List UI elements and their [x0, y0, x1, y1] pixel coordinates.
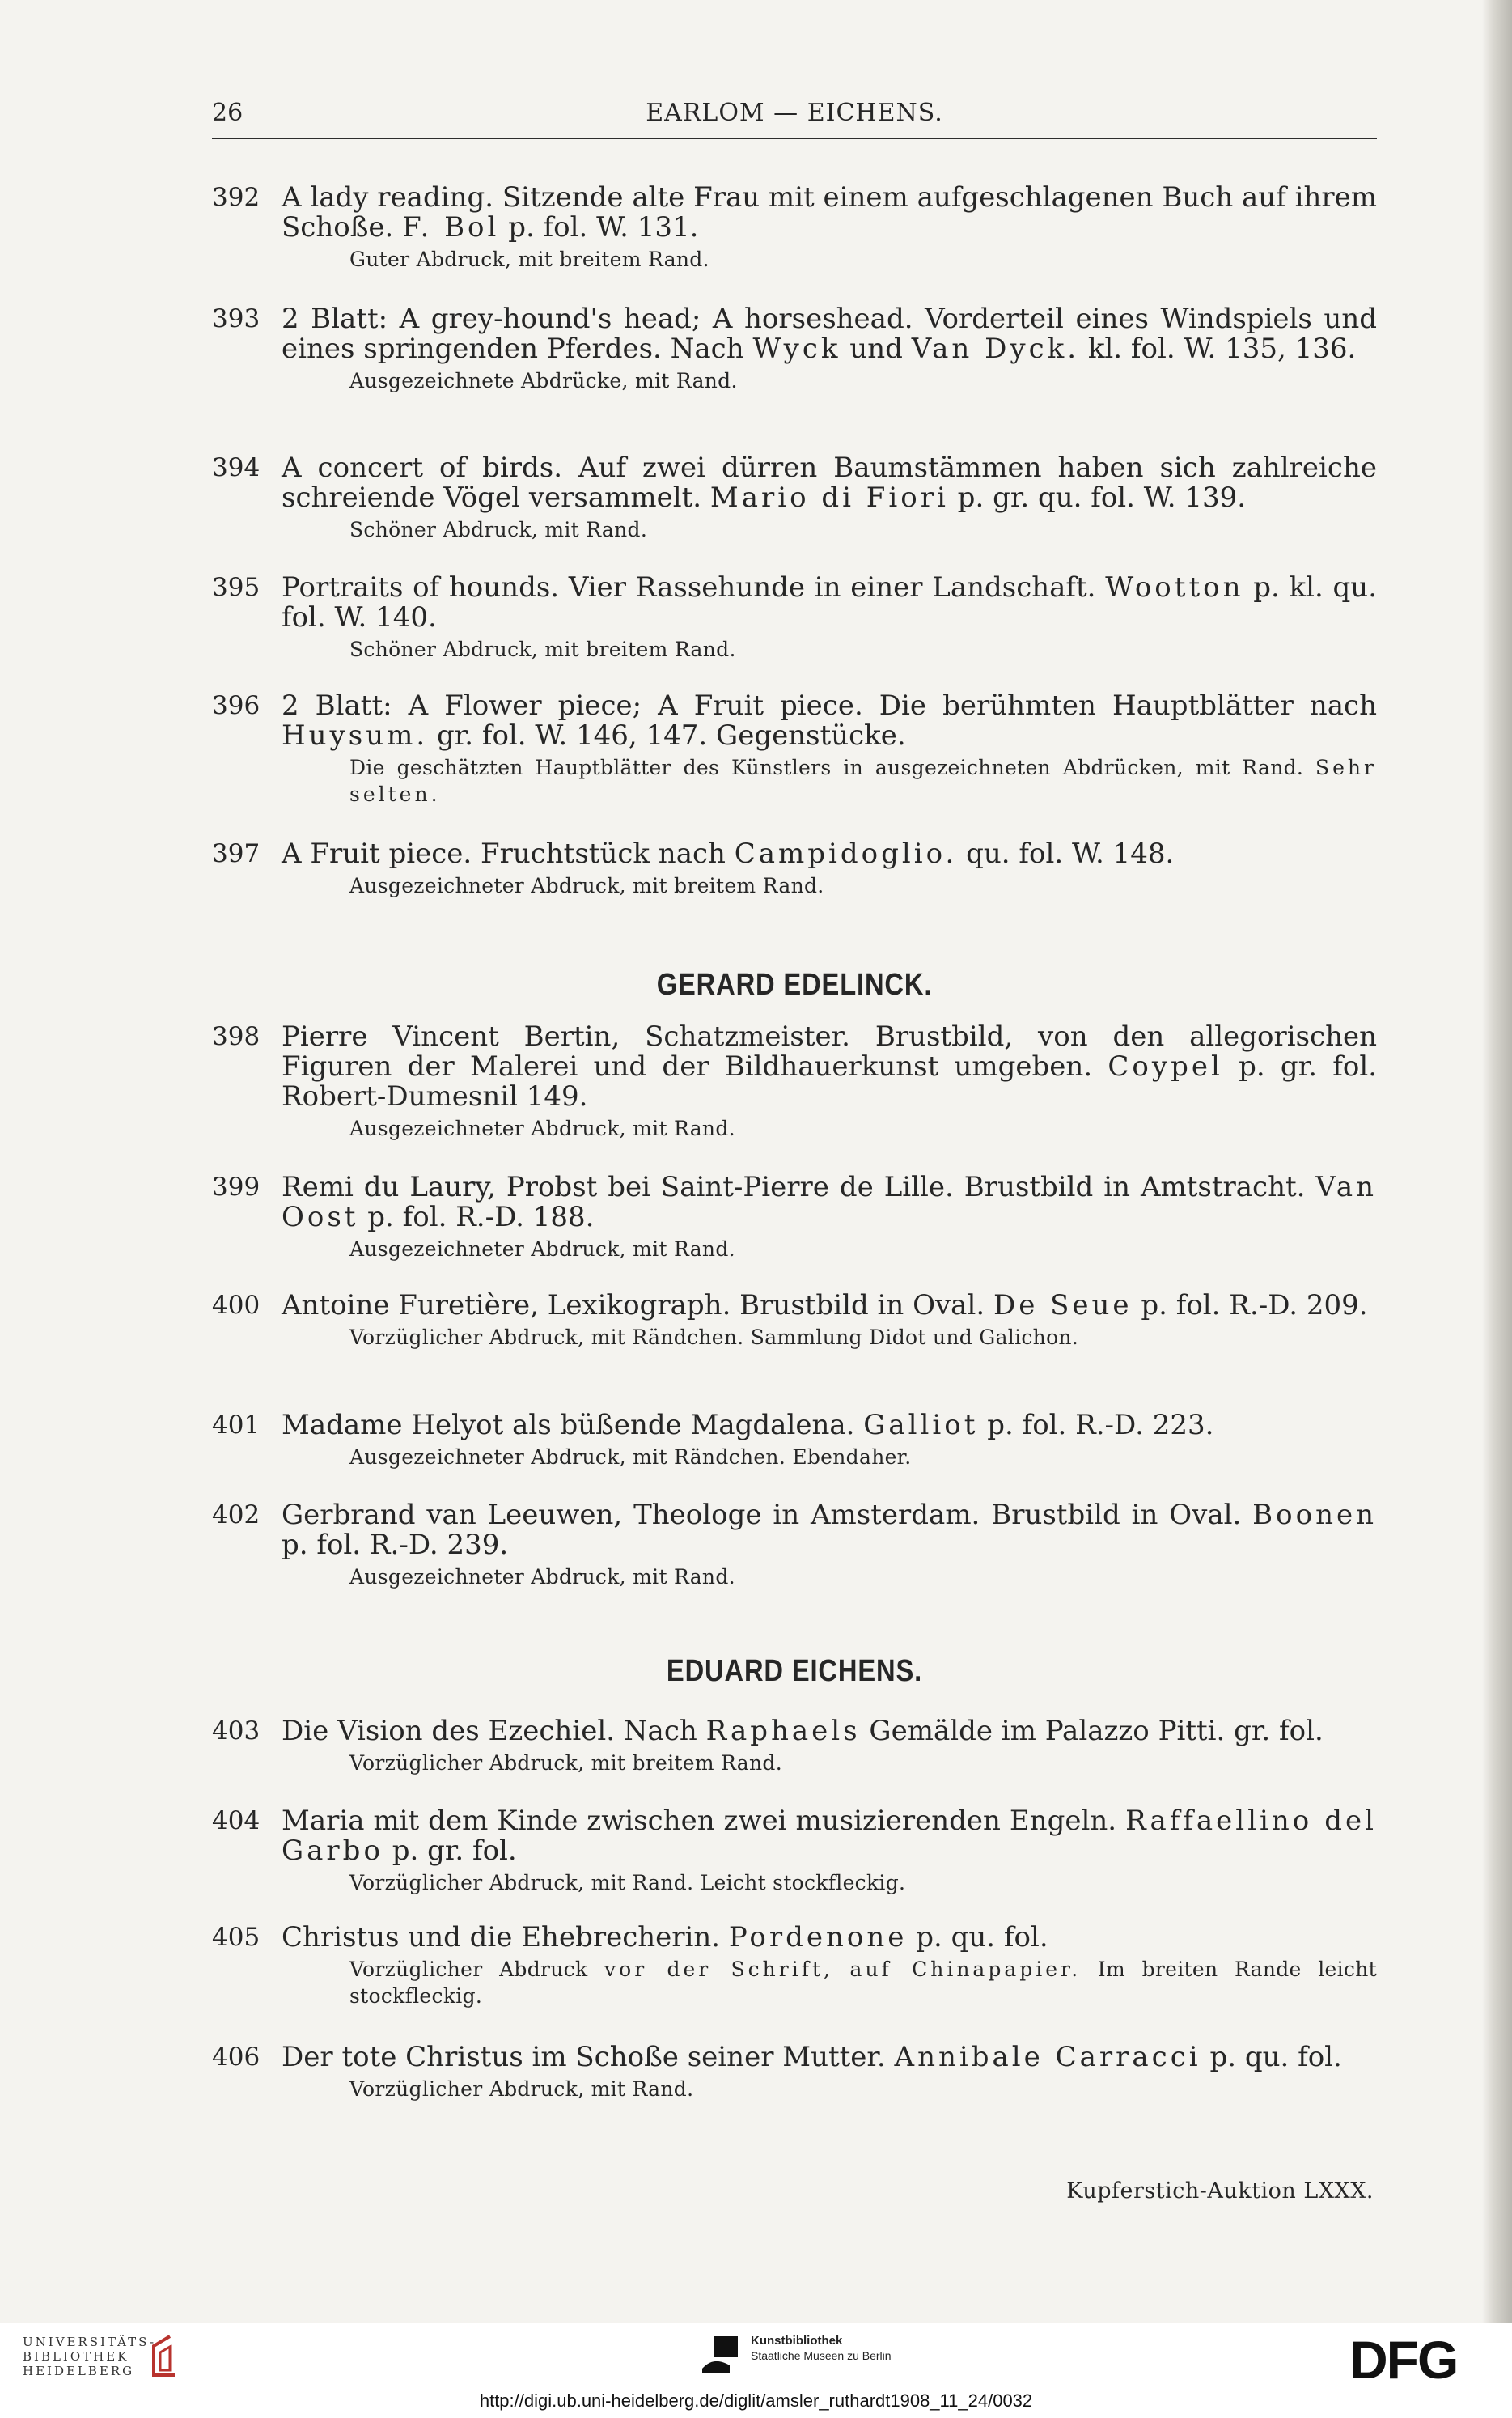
section-heading-edelinck: GERARD EDELINCK.: [656, 968, 933, 1002]
kunstbibliothek-label[interactable]: [751, 2333, 892, 2363]
text-run: Portraits of hounds. Vier Rassehunde in einer Landschaft.: [282, 571, 1106, 604]
entry-condition-note: [349, 1324, 1377, 1351]
entry-number: 403: [212, 1716, 260, 1746]
spaced-name: Sehr selten.: [349, 756, 1377, 806]
entry-description: [282, 453, 1377, 513]
text-run: Ausgezeichnete Abdrücke, mit Rand.: [349, 369, 738, 392]
text-run: Christus und die Ehebrecherin.: [282, 1921, 729, 1953]
entry-description: [282, 1500, 1377, 1560]
text-run: Antoine Furetière, Lexikograph. Brustbild in Oval.: [282, 1289, 993, 1321]
text-run: p. qu. fol.: [1201, 2041, 1342, 2073]
text-run: 2 Blatt: A grey-hound's head; A horseshead. Vorderteil eines Windspiels und eines springenden Pferdes. Nach: [282, 303, 1377, 365]
text-run: Guter Abdruck, mit breitem Rand.: [349, 248, 709, 271]
catalog-entry-396: [212, 691, 1377, 808]
spaced-name: Van Oost: [282, 1171, 1377, 1233]
entry-condition-note: [349, 1236, 1377, 1262]
kunstbibliothek-logo-icon[interactable]: [697, 2331, 743, 2378]
text-run: 2 Blatt: A Flower piece; A Fruit piece. Die berühmten Hauptblätter nach: [282, 689, 1377, 722]
text-run: p. kl. qu. fol. W. 140.: [282, 571, 1378, 634]
kb-title: Kunstbibliothek: [751, 2334, 843, 2348]
text-run: Ausgezeichneter Abdruck, mit Rand.: [349, 1117, 735, 1140]
catalog-entry-402: [212, 1500, 1377, 1590]
spaced-name: Raphaels: [705, 1715, 861, 1747]
text-run: p. fol. R.-D. 209.: [1132, 1289, 1368, 1321]
text-run: p. fol. R.-D. 239.: [282, 1529, 509, 1561]
spaced-name: Annibale Carracci: [894, 2041, 1201, 2073]
entry-condition-note: [349, 1563, 1377, 1590]
page-edge-shadow: [1482, 0, 1512, 2323]
entry-description: [282, 1806, 1377, 1866]
footer-note: Kupferstich-Auktion LXXX.: [1066, 2178, 1374, 2204]
spaced-name: auf Chinapapier.: [849, 1958, 1082, 1981]
spaced-name: Van Dyck.: [911, 333, 1080, 365]
entry-description: [282, 1923, 1377, 1953]
entry-description: [282, 304, 1377, 364]
entry-number: 397: [212, 839, 260, 868]
text-run: kl. fol. W. 135, 136.: [1079, 333, 1357, 365]
text-run: Vorzüglicher Abdruck, mit Rand.: [349, 2077, 694, 2101]
entry-description: [282, 573, 1377, 633]
spaced-name: Campidoglio.: [734, 838, 958, 870]
ub-line-1: UNIVERSITÄTS-: [23, 2335, 157, 2349]
catalog-entry-400: [212, 1291, 1377, 1351]
text-run: Remi du Laury, Probst bei Saint-Pierre de Lille. Brustbild in Amtstracht.: [282, 1171, 1316, 1203]
catalog-entry-401: [212, 1410, 1377, 1470]
text-run: Im breiten Rande leicht stockfleckig.: [349, 1958, 1377, 2008]
entry-description: [282, 1291, 1377, 1321]
text-run: A lady reading. Sitzende alte Frau mit einem aufgeschlagenen Buch auf ihrem Schoße.: [282, 181, 1377, 244]
entry-number: 404: [212, 1806, 260, 1835]
entry-condition-note: [349, 1444, 1377, 1470]
entry-condition-note: [349, 516, 1377, 543]
entry-description: [282, 183, 1377, 243]
text-run: Maria mit dem Kinde zwischen zwei musizierenden Engeln.: [282, 1805, 1126, 1837]
entry-number: 395: [212, 573, 260, 602]
text-run: Vorzüglicher Abdruck: [349, 1958, 605, 1981]
catalog-entry-395: [212, 573, 1377, 663]
header-rule: [212, 138, 1377, 139]
entry-number: 400: [212, 1291, 260, 1320]
spaced-name: Raffaellino del Garbo: [282, 1805, 1377, 1867]
ub-heidelberg-label[interactable]: [23, 2335, 156, 2378]
entry-condition-note: [349, 872, 1377, 899]
viewer-bottom-bar: [0, 2323, 1512, 2390]
entry-condition-note: [349, 636, 1377, 663]
text-run: Gerbrand van Leeuwen, Theologe in Amsterdam. Brustbild in Oval.: [282, 1499, 1253, 1531]
spaced-name: Wyck: [752, 333, 841, 365]
text-run: Pierre Vincent Bertin, Schatzmeister. Brustbild, von den allegorischen Figuren der Malerei und der Bildhauerkunst umgeben.: [282, 1020, 1377, 1083]
entry-condition-note: [349, 1115, 1377, 1142]
text-run: Madame Helyot als büßende Magdalena.: [282, 1409, 864, 1441]
entry-description: [282, 1022, 1377, 1112]
running-head: [212, 91, 1377, 139]
spaced-name: Pordenone: [728, 1921, 908, 1953]
entry-description: [282, 1410, 1377, 1440]
spaced-name: De Seue: [993, 1289, 1133, 1321]
section-heading-eichens: EDUARD EICHENS.: [666, 1654, 923, 1688]
entry-number: 398: [212, 1022, 260, 1051]
spaced-name: Wootton: [1105, 571, 1244, 604]
running-title: EARLOM — EICHENS.: [646, 99, 943, 127]
text-run: Ausgezeichneter Abdruck, mit Rand.: [349, 1237, 735, 1261]
entry-number: 406: [212, 2043, 260, 2072]
text-run: Gemälde im Palazzo Pitti. gr. fol.: [860, 1715, 1324, 1747]
entry-description: [282, 839, 1377, 869]
page-number: 26: [212, 99, 244, 127]
entry-number: 405: [212, 1923, 260, 1952]
text-run: p. fol. R.-D. 188.: [358, 1201, 595, 1233]
text-run: Die Vision des Ezechiel. Nach: [282, 1715, 706, 1747]
text-run: A concert of birds. Auf zwei dürren Baumstämmen haben sich zahlreiche schreiende Vögel versammelt.: [282, 452, 1377, 514]
text-run: Ausgezeichneter Abdruck, mit breitem Rand.: [349, 874, 824, 897]
text-run: Ausgezeichneter Abdruck, mit Rand.: [349, 1565, 735, 1589]
catalog-entry-392: [212, 183, 1377, 273]
catalog-entry-393: [212, 304, 1377, 394]
entry-number: 399: [212, 1173, 260, 1202]
entry-number: 401: [212, 1410, 260, 1440]
text-run: p. gr. fol.: [383, 1835, 517, 1867]
entry-condition-note: [349, 1750, 1377, 1776]
catalog-entry-399: [212, 1173, 1377, 1262]
catalog-entry-394: [212, 453, 1377, 543]
dfg-logo[interactable]: DFG: [1349, 2330, 1458, 2390]
spaced-name: F. Bol: [402, 211, 500, 244]
text-run: p. gr. qu. fol. W. 139.: [948, 481, 1247, 514]
entry-description: [282, 1173, 1377, 1232]
text-run: qu. fol. W. 148.: [957, 838, 1175, 870]
entry-number: 402: [212, 1500, 260, 1529]
catalog-entry-405: [212, 1923, 1377, 2009]
ub-heidelberg-logo-icon[interactable]: [142, 2333, 181, 2380]
entry-condition-note: [349, 2076, 1377, 2102]
ub-line-2: BIBLIOTHEK: [23, 2349, 129, 2364]
ub-line-3: HEIDELBERG: [23, 2364, 135, 2378]
permalink-url[interactable]: http://digi.ub.uni-heidelberg.de/diglit/amsler_ruthardt1908_11_24/0032: [479, 2390, 1033, 2411]
text-run: Vorzüglicher Abdruck, mit Rand. Leicht stockfleckig.: [349, 1871, 906, 1894]
text-run: Ausgezeichneter Abdruck, mit Rändchen. Ebendaher.: [349, 1445, 912, 1469]
entry-condition-note: [349, 246, 1377, 273]
text-run: gr. fol. W. 146, 147. Gegenstücke.: [428, 719, 906, 752]
spaced-name: Coypel: [1108, 1050, 1223, 1083]
catalog-entry-404: [212, 1806, 1377, 1896]
text-run: p. gr. fol. Robert-Dumesnil 149.: [282, 1050, 1377, 1113]
text-run: Die geschätzten Hauptblätter des Künstlers in ausgezeichneten Abdrücken, mit Rand.: [349, 756, 1316, 779]
entry-condition-note: [349, 754, 1377, 808]
text-run: Schöner Abdruck, mit breitem Rand.: [349, 638, 736, 661]
entry-number: 392: [212, 183, 260, 212]
catalog-entry-398: [212, 1022, 1377, 1142]
entry-number: 393: [212, 304, 260, 333]
text-run: und: [841, 333, 912, 365]
text-run: p. qu. fol.: [907, 1921, 1048, 1953]
spaced-name: Boonen: [1252, 1499, 1377, 1531]
spaced-name: Galliot: [863, 1409, 979, 1441]
entry-condition-note: [349, 367, 1377, 394]
text-run: Vorzüglicher Abdruck, mit Rändchen. Sammlung Didot und Galichon.: [349, 1326, 1079, 1349]
entry-number: 396: [212, 691, 260, 720]
entry-condition-note: [349, 1956, 1377, 2009]
catalog-entry-403: [212, 1716, 1377, 1776]
entry-number: 394: [212, 453, 260, 482]
text-run: p. fol. R.-D. 223.: [978, 1409, 1214, 1441]
entry-description: [282, 2043, 1377, 2072]
entry-description: [282, 691, 1377, 751]
text-run: [833, 1958, 850, 1981]
catalog-entry-397: [212, 839, 1377, 899]
text-run: Vorzüglicher Abdruck, mit breitem Rand.: [349, 1751, 782, 1775]
spaced-name: Mario di Fiori: [709, 481, 949, 514]
entry-condition-note: [349, 1869, 1377, 1896]
text-run: A Fruit piece. Fruchtstück nach: [282, 838, 735, 870]
text-run: p. fol. W. 131.: [499, 211, 699, 244]
text-run: Schöner Abdruck, mit Rand.: [349, 518, 648, 541]
entry-description: [282, 1716, 1377, 1746]
kb-subtitle: Staatliche Museen zu Berlin: [751, 2349, 892, 2362]
spaced-name: vor der Schrift,: [604, 1958, 833, 1981]
spaced-name: Huysum.: [282, 719, 429, 752]
text-run: Der tote Christus im Schoße seiner Mutter.: [282, 2041, 895, 2073]
catalog-entry-406: [212, 2043, 1377, 2102]
